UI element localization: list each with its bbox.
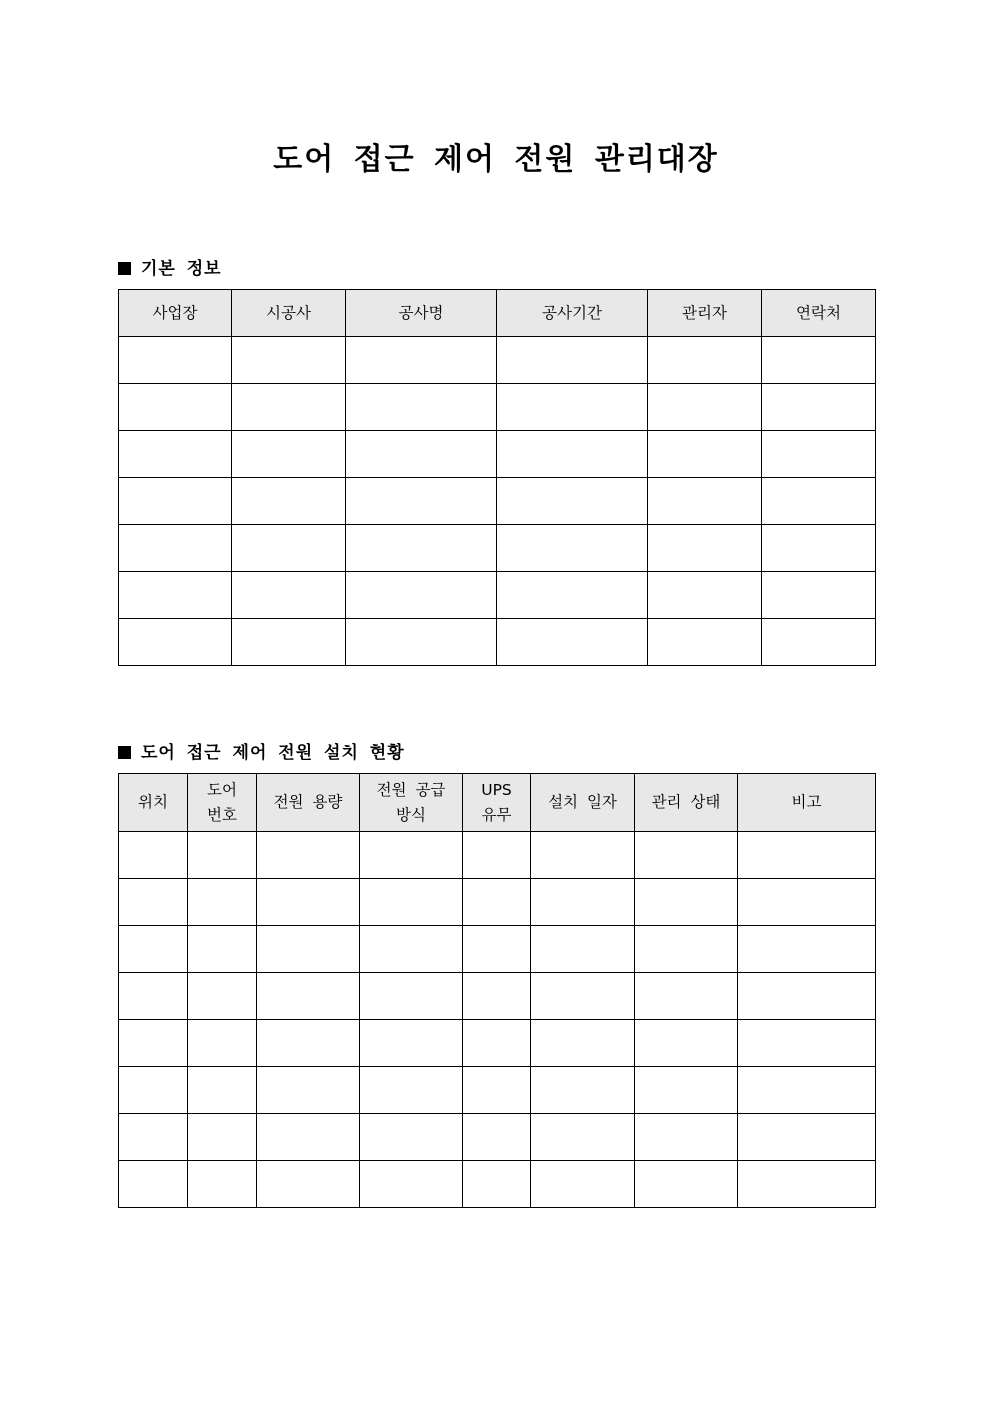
column-header: 공사기간 xyxy=(497,290,648,337)
table-cell[interactable] xyxy=(119,832,188,879)
table-row xyxy=(119,619,876,666)
table-cell[interactable] xyxy=(463,926,531,973)
table-cell[interactable] xyxy=(119,879,188,926)
table-cell[interactable] xyxy=(463,1114,531,1161)
table-cell[interactable] xyxy=(360,973,463,1020)
table-cell[interactable] xyxy=(232,384,346,431)
table-cell[interactable] xyxy=(188,879,257,926)
table-cell[interactable] xyxy=(360,832,463,879)
table-cell[interactable] xyxy=(119,1020,188,1067)
table-cell[interactable] xyxy=(635,1020,738,1067)
table-cell[interactable] xyxy=(119,337,232,384)
table-cell[interactable] xyxy=(232,337,346,384)
table-cell[interactable] xyxy=(346,337,497,384)
table-cell[interactable] xyxy=(497,384,648,431)
table-cell[interactable] xyxy=(360,1161,463,1208)
table-cell[interactable] xyxy=(463,1161,531,1208)
table-cell[interactable] xyxy=(232,478,346,525)
table-cell[interactable] xyxy=(497,431,648,478)
section-heading-label: 기본 정보 xyxy=(141,259,222,279)
square-bullet-icon xyxy=(118,262,131,275)
table-cell[interactable] xyxy=(119,384,232,431)
table-cell[interactable] xyxy=(762,572,876,619)
table-cell[interactable] xyxy=(119,478,232,525)
table-cell[interactable] xyxy=(635,832,738,879)
table-cell[interactable] xyxy=(360,926,463,973)
table-cell[interactable] xyxy=(648,431,762,478)
table-cell[interactable] xyxy=(119,1161,188,1208)
table-cell[interactable] xyxy=(232,431,346,478)
table-cell[interactable] xyxy=(232,572,346,619)
table-cell[interactable] xyxy=(635,926,738,973)
table-cell[interactable] xyxy=(497,572,648,619)
table-cell[interactable] xyxy=(360,1067,463,1114)
table-cell[interactable] xyxy=(346,478,497,525)
table-cell[interactable] xyxy=(257,1020,360,1067)
table-row xyxy=(119,572,876,619)
table-cell[interactable] xyxy=(257,1067,360,1114)
table-header-row xyxy=(119,290,876,337)
column-header: 위치 xyxy=(119,774,188,832)
table-cell[interactable] xyxy=(531,1161,635,1208)
table-row xyxy=(119,1067,876,1114)
table-header-row xyxy=(119,774,876,832)
column-header: 공사명 xyxy=(346,290,497,337)
table-cell[interactable] xyxy=(762,431,876,478)
table-cell[interactable] xyxy=(119,525,232,572)
table-row xyxy=(119,973,876,1020)
installation-status-table xyxy=(118,773,876,1208)
table-cell[interactable] xyxy=(531,973,635,1020)
table-cell[interactable] xyxy=(188,1067,257,1114)
table-cell[interactable] xyxy=(232,619,346,666)
table-cell[interactable] xyxy=(762,525,876,572)
basic-info-table xyxy=(118,289,876,666)
table-row xyxy=(119,525,876,572)
table-cell[interactable] xyxy=(119,572,232,619)
table-cell[interactable] xyxy=(762,384,876,431)
section-heading-label: 도어 접근 제어 전원 설치 현황 xyxy=(141,743,405,763)
table-row xyxy=(119,431,876,478)
table-row xyxy=(119,337,876,384)
table-cell[interactable] xyxy=(463,973,531,1020)
table-cell[interactable] xyxy=(188,832,257,879)
table-cell[interactable] xyxy=(738,1161,876,1208)
table-cell[interactable] xyxy=(188,1114,257,1161)
table-cell[interactable] xyxy=(257,1114,360,1161)
table-cell[interactable] xyxy=(463,1067,531,1114)
table-cell[interactable] xyxy=(497,337,648,384)
table-cell[interactable] xyxy=(257,879,360,926)
table-cell[interactable] xyxy=(188,973,257,1020)
table-cell[interactable] xyxy=(463,1020,531,1067)
table-cell[interactable] xyxy=(648,478,762,525)
column-header: 전원 용량 xyxy=(257,774,360,832)
table-cell[interactable] xyxy=(531,926,635,973)
table-cell[interactable] xyxy=(635,1114,738,1161)
column-header: 연락처 xyxy=(762,290,876,337)
table-cell[interactable] xyxy=(531,1020,635,1067)
column-header: 시공사 xyxy=(232,290,346,337)
column-header: 전원 공급 방식 xyxy=(360,774,463,832)
table-cell[interactable] xyxy=(635,879,738,926)
table-cell[interactable] xyxy=(257,973,360,1020)
table-cell[interactable] xyxy=(531,879,635,926)
table-cell[interactable] xyxy=(738,926,876,973)
table-cell[interactable] xyxy=(119,619,232,666)
table-cell[interactable] xyxy=(762,337,876,384)
table-cell[interactable] xyxy=(346,619,497,666)
table-row xyxy=(119,384,876,431)
table-row xyxy=(119,1114,876,1161)
table-row xyxy=(119,879,876,926)
table-cell[interactable] xyxy=(463,832,531,879)
table-cell[interactable] xyxy=(635,1161,738,1208)
table-cell[interactable] xyxy=(188,926,257,973)
table-row xyxy=(119,478,876,525)
table-cell[interactable] xyxy=(119,926,188,973)
page-title: 도어 접근 제어 전원 관리대장 xyxy=(273,142,719,177)
table-cell[interactable] xyxy=(119,431,232,478)
table-cell[interactable] xyxy=(360,1114,463,1161)
table-cell[interactable] xyxy=(188,1020,257,1067)
table-row xyxy=(119,1161,876,1208)
table-cell[interactable] xyxy=(648,337,762,384)
table-cell[interactable] xyxy=(738,879,876,926)
table-cell[interactable] xyxy=(648,572,762,619)
table-cell[interactable] xyxy=(648,384,762,431)
table-cell[interactable] xyxy=(346,572,497,619)
table-cell[interactable] xyxy=(531,1067,635,1114)
column-header: 관리자 xyxy=(648,290,762,337)
table-cell[interactable] xyxy=(463,879,531,926)
table-row xyxy=(119,1020,876,1067)
table-cell[interactable] xyxy=(531,1114,635,1161)
table-cell[interactable] xyxy=(497,525,648,572)
table-cell[interactable] xyxy=(762,619,876,666)
column-header: 사업장 xyxy=(119,290,232,337)
table-cell[interactable] xyxy=(738,1020,876,1067)
table-cell[interactable] xyxy=(257,1161,360,1208)
section-heading-basic-info xyxy=(118,254,222,279)
table-cell[interactable] xyxy=(635,1067,738,1114)
table-cell[interactable] xyxy=(188,1161,257,1208)
column-header: UPS 유무 xyxy=(463,774,531,832)
table-cell[interactable] xyxy=(257,832,360,879)
table-row xyxy=(119,926,876,973)
table-cell[interactable] xyxy=(119,973,188,1020)
table-row xyxy=(119,832,876,879)
table-cell[interactable] xyxy=(346,525,497,572)
table-cell[interactable] xyxy=(738,1114,876,1161)
table-cell[interactable] xyxy=(648,525,762,572)
table-cell[interactable] xyxy=(257,926,360,973)
table-cell[interactable] xyxy=(119,1067,188,1114)
column-header: 설치 일자 xyxy=(531,774,635,832)
table-cell[interactable] xyxy=(635,973,738,1020)
section-heading-installation xyxy=(118,738,405,763)
column-header: 관리 상태 xyxy=(635,774,738,832)
table-cell[interactable] xyxy=(738,1067,876,1114)
column-header: 도어 번호 xyxy=(188,774,257,832)
square-bullet-icon xyxy=(118,746,131,759)
table-cell[interactable] xyxy=(762,478,876,525)
table-cell[interactable] xyxy=(497,478,648,525)
table-cell[interactable] xyxy=(232,525,346,572)
table-cell[interactable] xyxy=(497,619,648,666)
column-header: 비고 xyxy=(738,774,876,832)
table-cell[interactable] xyxy=(119,1114,188,1161)
table-cell[interactable] xyxy=(738,832,876,879)
table-cell[interactable] xyxy=(360,879,463,926)
table-cell[interactable] xyxy=(346,431,497,478)
table-cell[interactable] xyxy=(360,1020,463,1067)
table-cell[interactable] xyxy=(531,832,635,879)
table-cell[interactable] xyxy=(648,619,762,666)
table-cell[interactable] xyxy=(346,384,497,431)
table-cell[interactable] xyxy=(738,973,876,1020)
